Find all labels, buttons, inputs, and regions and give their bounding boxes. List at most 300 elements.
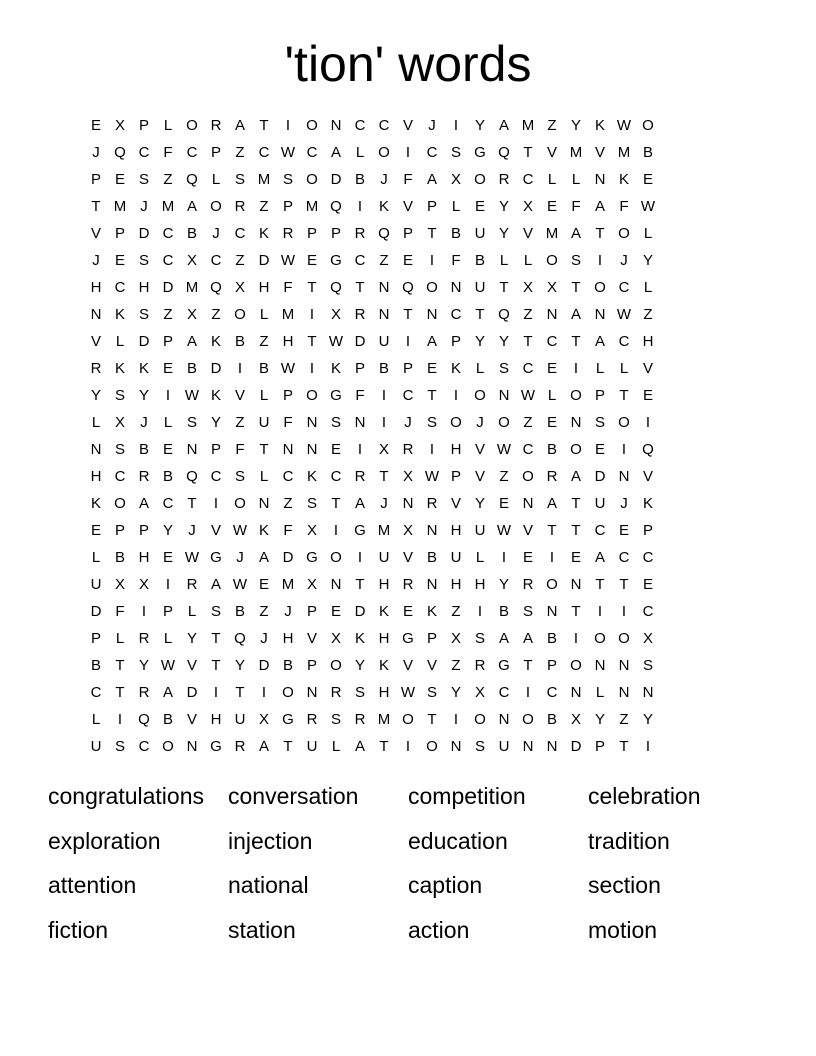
grid-cell: C [354, 117, 366, 134]
grid-cell: S [426, 414, 437, 431]
grid-row [84, 382, 732, 409]
word-item: education [408, 827, 508, 854]
grid-cell: Y [498, 576, 509, 593]
grid-cell: H [210, 711, 222, 728]
grid-cell: X [474, 684, 485, 701]
grid-cell: B [282, 657, 293, 674]
grid-cell: U [306, 738, 318, 755]
grid-cell: E [642, 171, 653, 188]
grid-cell: Z [235, 144, 245, 161]
grid-cell: X [114, 576, 125, 593]
grid-cell: N [642, 684, 654, 701]
grid-cell: Q [330, 198, 342, 215]
grid-cell: T [595, 576, 605, 593]
grid-cell: C [522, 441, 534, 458]
grid-cell: K [210, 387, 221, 404]
grid-cell: N [450, 738, 462, 755]
grid-cell: V [642, 360, 653, 377]
grid-cell: O [474, 171, 486, 188]
grid-cell: T [355, 279, 365, 296]
grid-cell: O [234, 306, 246, 323]
grid-cell: R [234, 198, 246, 215]
grid-cell: C [426, 144, 438, 161]
grid-cell: X [186, 306, 197, 323]
grid-cell: T [475, 306, 485, 323]
grid-cell: J [284, 603, 292, 620]
grid-cell: K [642, 495, 653, 512]
grid-cell: G [330, 387, 342, 404]
grid-cell: N [282, 441, 294, 458]
grid-cell: N [498, 711, 510, 728]
grid-cell: C [546, 333, 558, 350]
grid-cell: B [474, 252, 485, 269]
grid-cell: K [258, 522, 269, 539]
grid-cell: Z [235, 414, 245, 431]
grid-cell: O [234, 495, 246, 512]
grid-cell: B [546, 630, 557, 647]
grid-cell: K [330, 360, 341, 377]
grid-cell: P [594, 387, 605, 404]
grid-cell: B [186, 360, 197, 377]
grid-cell: H [642, 333, 654, 350]
grid-cell: H [138, 279, 150, 296]
grid-cell: C [354, 252, 366, 269]
grid-cell: W [640, 198, 656, 215]
grid-cell: O [594, 279, 606, 296]
grid-cell: X [138, 576, 149, 593]
grid-row [84, 355, 732, 382]
grid-cell: O [474, 387, 486, 404]
grid-cell: N [594, 171, 606, 188]
grid-cell: B [162, 711, 173, 728]
grid-cell: H [258, 279, 270, 296]
grid-cell: R [138, 684, 150, 701]
grid-cell: Q [186, 171, 198, 188]
grid-cell: D [138, 225, 150, 242]
grid-cell: H [378, 576, 390, 593]
grid-cell: E [618, 522, 629, 539]
grid-cell: N [354, 414, 366, 431]
grid-cell: I [453, 711, 459, 728]
grid-cell: U [90, 738, 102, 755]
grid-cell: K [618, 171, 629, 188]
grid-cell: T [499, 279, 509, 296]
grid-cell: O [306, 117, 318, 134]
grid-cell: R [354, 468, 366, 485]
grid-cell: W [328, 333, 344, 350]
grid-cell: R [138, 468, 150, 485]
grid-row [84, 409, 732, 436]
letter-grid [84, 112, 732, 760]
grid-cell: R [138, 630, 150, 647]
grid-cell: D [570, 738, 582, 755]
grid-cell: B [234, 333, 245, 350]
grid-cell: P [282, 387, 293, 404]
grid-row [84, 598, 732, 625]
grid-cell: Y [162, 522, 173, 539]
grid-cell: Z [451, 657, 461, 674]
grid-cell: Y [498, 198, 509, 215]
grid-cell: U [258, 414, 270, 431]
grid-cell: V [234, 387, 245, 404]
grid-cell: P [546, 657, 557, 674]
grid-cell: E [594, 441, 605, 458]
grid-cell: V [306, 630, 317, 647]
grid-cell: K [114, 360, 125, 377]
grid-cell: G [282, 711, 294, 728]
grid-cell: R [546, 468, 558, 485]
grid-cell: N [546, 738, 558, 755]
grid-cell: O [498, 414, 510, 431]
grid-cell: H [90, 279, 102, 296]
grid-cell: Q [186, 468, 198, 485]
grid-cell: M [521, 117, 535, 134]
grid-cell: F [571, 198, 581, 215]
grid-cell: S [426, 684, 437, 701]
grid-cell: Z [499, 468, 509, 485]
grid-cell: O [210, 198, 222, 215]
grid-cell: H [450, 522, 462, 539]
grid-cell: N [426, 576, 438, 593]
grid-cell: C [138, 144, 150, 161]
grid-cell: O [618, 414, 630, 431]
grid-cell: I [357, 441, 363, 458]
grid-cell: X [546, 279, 557, 296]
grid-cell: Z [643, 306, 653, 323]
grid-cell: T [307, 333, 317, 350]
grid-cell: N [522, 738, 534, 755]
grid-cell: A [258, 738, 269, 755]
grid-cell: A [354, 495, 365, 512]
grid-cell: U [474, 279, 486, 296]
grid-cell: Q [114, 144, 126, 161]
grid-cell: J [476, 414, 484, 431]
grid-cell: P [450, 468, 461, 485]
grid-cell: N [522, 495, 534, 512]
grid-cell: I [645, 414, 651, 431]
grid-cell: P [450, 333, 461, 350]
grid-cell: M [545, 225, 559, 242]
grid-cell: O [378, 144, 390, 161]
grid-cell: K [378, 603, 389, 620]
grid-cell: G [330, 252, 342, 269]
grid-cell: S [138, 171, 149, 188]
grid-cell: K [306, 468, 317, 485]
grid-cell: L [571, 171, 581, 188]
grid-cell: I [165, 387, 171, 404]
grid-cell: T [403, 306, 413, 323]
grid-cell: C [642, 549, 654, 566]
grid-cell: O [162, 738, 174, 755]
grid-cell: U [498, 738, 510, 755]
grid-cell: A [570, 306, 581, 323]
grid-cell: W [424, 468, 440, 485]
grid-cell: Z [283, 495, 293, 512]
grid-cell: J [140, 198, 148, 215]
grid-cell: I [645, 738, 651, 755]
grid-cell: V [402, 657, 413, 674]
grid-cell: T [619, 738, 629, 755]
grid-cell: T [283, 738, 293, 755]
grid-cell: O [522, 711, 534, 728]
grid-cell: I [309, 360, 315, 377]
grid-cell: B [498, 603, 509, 620]
word-item: caption [408, 872, 483, 898]
grid-cell: I [213, 684, 219, 701]
grid-cell: Y [498, 333, 509, 350]
grid-cell: O [330, 549, 342, 566]
grid-cell: J [620, 495, 628, 512]
grid-cell: P [642, 522, 653, 539]
grid-cell: U [378, 549, 390, 566]
grid-row [84, 679, 732, 706]
grid-cell: G [210, 738, 222, 755]
grid-cell: D [330, 171, 342, 188]
grid-cell: T [91, 198, 101, 215]
grid-cell: X [114, 414, 125, 431]
grid-cell: X [522, 279, 533, 296]
grid-cell: L [259, 387, 269, 404]
grid-cell: D [354, 603, 366, 620]
grid-cell: T [619, 576, 629, 593]
grid-cell: K [138, 360, 149, 377]
grid-cell: O [186, 117, 198, 134]
grid-cell: C [306, 144, 318, 161]
grid-cell: S [282, 171, 293, 188]
grid-cell: P [90, 630, 101, 647]
grid-cell: A [594, 333, 605, 350]
grid-cell: W [280, 252, 296, 269]
grid-cell: L [595, 684, 605, 701]
grid-cell: C [258, 144, 270, 161]
grid-cell: S [114, 441, 125, 458]
grid-cell: C [90, 684, 102, 701]
grid-cell: E [114, 252, 125, 269]
grid-cell: E [546, 360, 557, 377]
word-item: attention [48, 872, 137, 898]
grid-cell: O [306, 171, 318, 188]
grid-cell: A [498, 630, 509, 647]
grid-cell: D [186, 684, 198, 701]
grid-cell: R [234, 738, 246, 755]
grid-cell: C [162, 252, 174, 269]
grid-cell: J [404, 414, 412, 431]
grid-cell: M [377, 711, 391, 728]
grid-cell: B [546, 711, 557, 728]
grid-cell: C [282, 468, 294, 485]
grid-cell: L [115, 333, 125, 350]
grid-cell: C [138, 738, 150, 755]
grid-cell: B [114, 549, 125, 566]
grid-cell: A [594, 198, 605, 215]
word-item: congratulations [48, 783, 204, 809]
grid-cell: S [354, 684, 365, 701]
grid-row [84, 139, 732, 166]
grid-cell: J [380, 495, 388, 512]
grid-cell: S [186, 414, 197, 431]
grid-cell: N [186, 738, 198, 755]
grid-cell: N [90, 306, 102, 323]
grid-cell: S [498, 360, 509, 377]
grid-cell: M [377, 522, 391, 539]
grid-cell: H [450, 441, 462, 458]
grid-cell: L [91, 711, 101, 728]
grid-cell: Q [378, 225, 390, 242]
grid-cell: H [378, 684, 390, 701]
grid-cell: P [90, 171, 101, 188]
grid-cell: V [90, 333, 101, 350]
grid-cell: E [402, 603, 413, 620]
grid-cell: M [569, 144, 583, 161]
grid-cell: P [114, 225, 125, 242]
grid-cell: P [402, 225, 413, 242]
grid-cell: C [594, 522, 606, 539]
grid-cell: L [163, 414, 173, 431]
grid-cell: W [184, 549, 200, 566]
grid-cell: V [210, 522, 221, 539]
grid-cell: T [211, 630, 221, 647]
grid-cell: S [570, 252, 581, 269]
grid-cell: F [115, 603, 125, 620]
grid-cell: X [450, 171, 461, 188]
grid-cell: A [234, 117, 245, 134]
grid-cell: L [475, 549, 485, 566]
grid-cell: S [138, 252, 149, 269]
grid-cell: R [306, 711, 318, 728]
grid-cell: S [114, 738, 125, 755]
grid-cell: Y [90, 387, 101, 404]
grid-cell: R [402, 441, 414, 458]
grid-cell: C [210, 468, 222, 485]
grid-cell: V [450, 495, 461, 512]
grid-cell: V [594, 144, 605, 161]
grid-cell: P [210, 441, 221, 458]
grid-cell: L [331, 738, 341, 755]
grid-cell: R [186, 576, 198, 593]
grid-cell: V [186, 711, 197, 728]
grid-cell: G [210, 549, 222, 566]
grid-cell: O [306, 387, 318, 404]
grid-cell: E [402, 252, 413, 269]
grid-cell: D [258, 657, 270, 674]
grid-cell: T [571, 603, 581, 620]
grid-cell: L [523, 252, 533, 269]
grid-cell: K [114, 306, 125, 323]
grid-row [84, 706, 732, 733]
grid-cell: G [474, 144, 486, 161]
grid-cell: J [92, 144, 100, 161]
grid-cell: S [474, 630, 485, 647]
grid-cell: E [546, 414, 557, 431]
grid-cell: Y [210, 414, 221, 431]
grid-cell: N [330, 117, 342, 134]
grid-cell: J [428, 117, 436, 134]
grid-cell: A [162, 684, 173, 701]
grid-row [84, 274, 732, 301]
grid-cell: A [570, 468, 581, 485]
grid-row [84, 247, 732, 274]
word-bank [48, 778, 768, 956]
grid-cell: R [354, 225, 366, 242]
grid-cell: I [453, 387, 459, 404]
grid-cell: R [354, 711, 366, 728]
grid-cell: B [642, 144, 653, 161]
grid-cell: Y [138, 657, 149, 674]
grid-cell: H [138, 549, 150, 566]
grid-cell: Q [498, 144, 510, 161]
grid-cell: O [642, 117, 654, 134]
grid-cell: X [234, 279, 245, 296]
grid-cell: L [259, 468, 269, 485]
grid-cell: N [330, 576, 342, 593]
grid-cell: E [642, 576, 653, 593]
grid-cell: F [235, 441, 245, 458]
grid-cell: E [330, 441, 341, 458]
grid-cell: P [354, 360, 365, 377]
grid-cell: O [618, 630, 630, 647]
grid-cell: Z [259, 198, 269, 215]
grid-cell: O [282, 684, 294, 701]
grid-cell: T [379, 468, 389, 485]
grid-cell: D [594, 468, 606, 485]
grid-cell: B [354, 171, 365, 188]
grid-cell: J [620, 252, 628, 269]
grid-cell: L [163, 117, 173, 134]
grid-cell: O [570, 657, 582, 674]
grid-cell: C [114, 468, 126, 485]
grid-cell: M [617, 144, 631, 161]
grid-cell: T [211, 657, 221, 674]
grid-cell: L [91, 414, 101, 431]
grid-cell: L [211, 171, 221, 188]
grid-cell: B [162, 468, 173, 485]
grid-cell: F [283, 522, 293, 539]
grid-cell: C [450, 306, 462, 323]
word-item: tradition [588, 827, 670, 854]
grid-cell: Y [234, 657, 245, 674]
grid-cell: L [499, 252, 509, 269]
grid-cell: B [90, 657, 101, 674]
grid-cell: K [426, 603, 437, 620]
grid-cell: W [616, 306, 632, 323]
grid-cell: C [234, 225, 246, 242]
grid-cell: Q [234, 630, 246, 647]
grid-cell: I [621, 603, 627, 620]
grid-row [84, 517, 732, 544]
grid-cell: P [594, 738, 605, 755]
grid-cell: R [330, 684, 342, 701]
grid-cell: H [282, 333, 294, 350]
grid-cell: Z [163, 171, 173, 188]
grid-cell: M [257, 171, 271, 188]
grid-cell: V [402, 549, 413, 566]
grid-cell: H [474, 576, 486, 593]
grid-row [84, 328, 732, 355]
grid-cell: D [90, 603, 102, 620]
grid-cell: T [331, 495, 341, 512]
grid-cell: E [258, 576, 269, 593]
grid-cell: X [402, 522, 413, 539]
grid-row [84, 166, 732, 193]
grid-cell: N [378, 279, 390, 296]
grid-cell: A [330, 144, 341, 161]
grid-cell: N [570, 414, 582, 431]
grid-cell: X [330, 630, 341, 647]
grid-cell: S [474, 738, 485, 755]
grid-cell: I [573, 630, 579, 647]
grid-cell: B [378, 360, 389, 377]
grid-cell: T [595, 225, 605, 242]
